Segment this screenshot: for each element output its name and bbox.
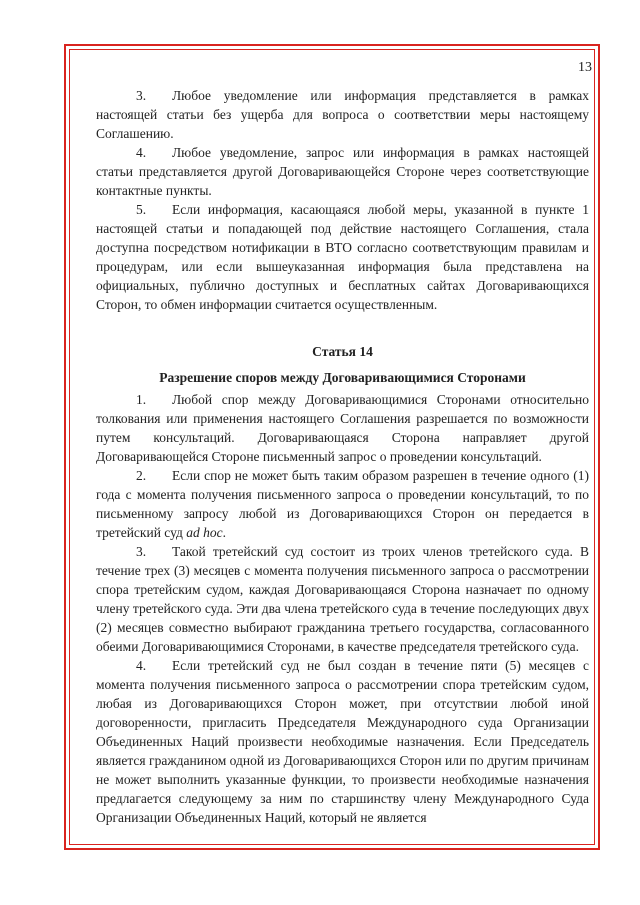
article-paragraph-3 xyxy=(96,542,589,656)
article-subtitle: Разрешение споров между Договаривающимися Сторонами xyxy=(159,370,526,385)
article-paragraph-1 xyxy=(96,390,589,466)
article-paragraph-4 xyxy=(96,656,589,827)
paragraph-number: 3. xyxy=(136,88,147,103)
paragraph-text: Любое уведомление, запрос или информация в рамках настоящей статьи представляется другой Договаривающейся Стороне через соответствующие контактные пункты. xyxy=(96,145,589,198)
paragraph-number: 4. xyxy=(136,658,147,673)
paragraph-text: Если спор не может быть таким образом разрешен в течение одного (1) года с момента получения письменного запроса о проведении консультаций, то по письменному запросу любой из Договаривающихся Сторон он передается в третейский суд xyxy=(96,468,589,540)
paragraph-5 xyxy=(96,200,589,314)
paragraph-text: Если информация, касающаяся любой меры, указанной в пункте 1 настоящей статьи и попадающей под действие настоящего Соглашения, стала доступна посредством нотификации в ВТО согласно соответствующим правилам и процедурам, или если вышеуказанная информация была представлена на официальных, публично доступных и бесплатных сайтах Договаривающихся Сторон, то обмен информации считается осуществленным. xyxy=(96,202,589,312)
paragraph-text: Такой третейский суд состоит из троих членов третейского суда. В течение трех (3) месяцев с момента получения письменного запроса о рассмотрении спора третейским судом, каждая Договаривающаяся Сторона назначает по одному члену третейского суда. Эти два члена третейского суда в течение последующих двух (2) месяцев совместно выбирают гражданина третьего государства, согласованного обеими Договаривающимися Сторонами, в качестве председателя третейского суда. xyxy=(96,544,589,654)
paragraph-number: 3. xyxy=(136,544,147,559)
paragraph-tail: . xyxy=(222,525,227,540)
article-paragraph-2 xyxy=(96,466,589,542)
article-title: Статья 14 xyxy=(312,344,373,359)
paragraph-number: 5. xyxy=(136,202,147,217)
paragraph-number: 4. xyxy=(136,145,147,160)
paragraph-text: Любой спор между Договаривающимися Сторонами относительно толкования или применения настоящего Соглашения разрешается по возможности путем консультаций. Договаривающаяся Сторона направляет другой Договаривающейся Стороне письменный запрос о проведении консультаций. xyxy=(96,392,589,464)
paragraph-number: 2. xyxy=(136,468,147,483)
paragraph-text: Если третейский суд не был создан в течение пяти (5) месяцев с момента получения письменного запроса о рассмотрении спора третейским судом, любая из Договаривающихся Сторон может, при отсутствии любой иной договоренности, пригласить Председателя Международного суда Организации Объединенных Наций произвести необходимые назначения. Если Председатель является гражданином одной из Договаривающихся Сторон или по другим причинам не может выполнить указанные функции, то произвести необходимые назначения предлагается следующему за ним по старшинству члену Международного Суда Организации Объединенных Наций, который не является xyxy=(96,658,589,825)
paragraph-4 xyxy=(96,143,589,200)
top-section xyxy=(96,86,589,314)
paragraph-number: 1. xyxy=(136,392,147,407)
page-number: 13 xyxy=(578,60,592,75)
paragraph-3 xyxy=(96,86,589,143)
article-section xyxy=(96,390,589,827)
paragraph-text: Любое уведомление или информация представляется в рамках настоящей статьи без ущерба для вопроса о соответствии меры настоящему Соглашению. xyxy=(96,88,589,141)
paragraph-italic: ad hoc xyxy=(186,525,223,540)
